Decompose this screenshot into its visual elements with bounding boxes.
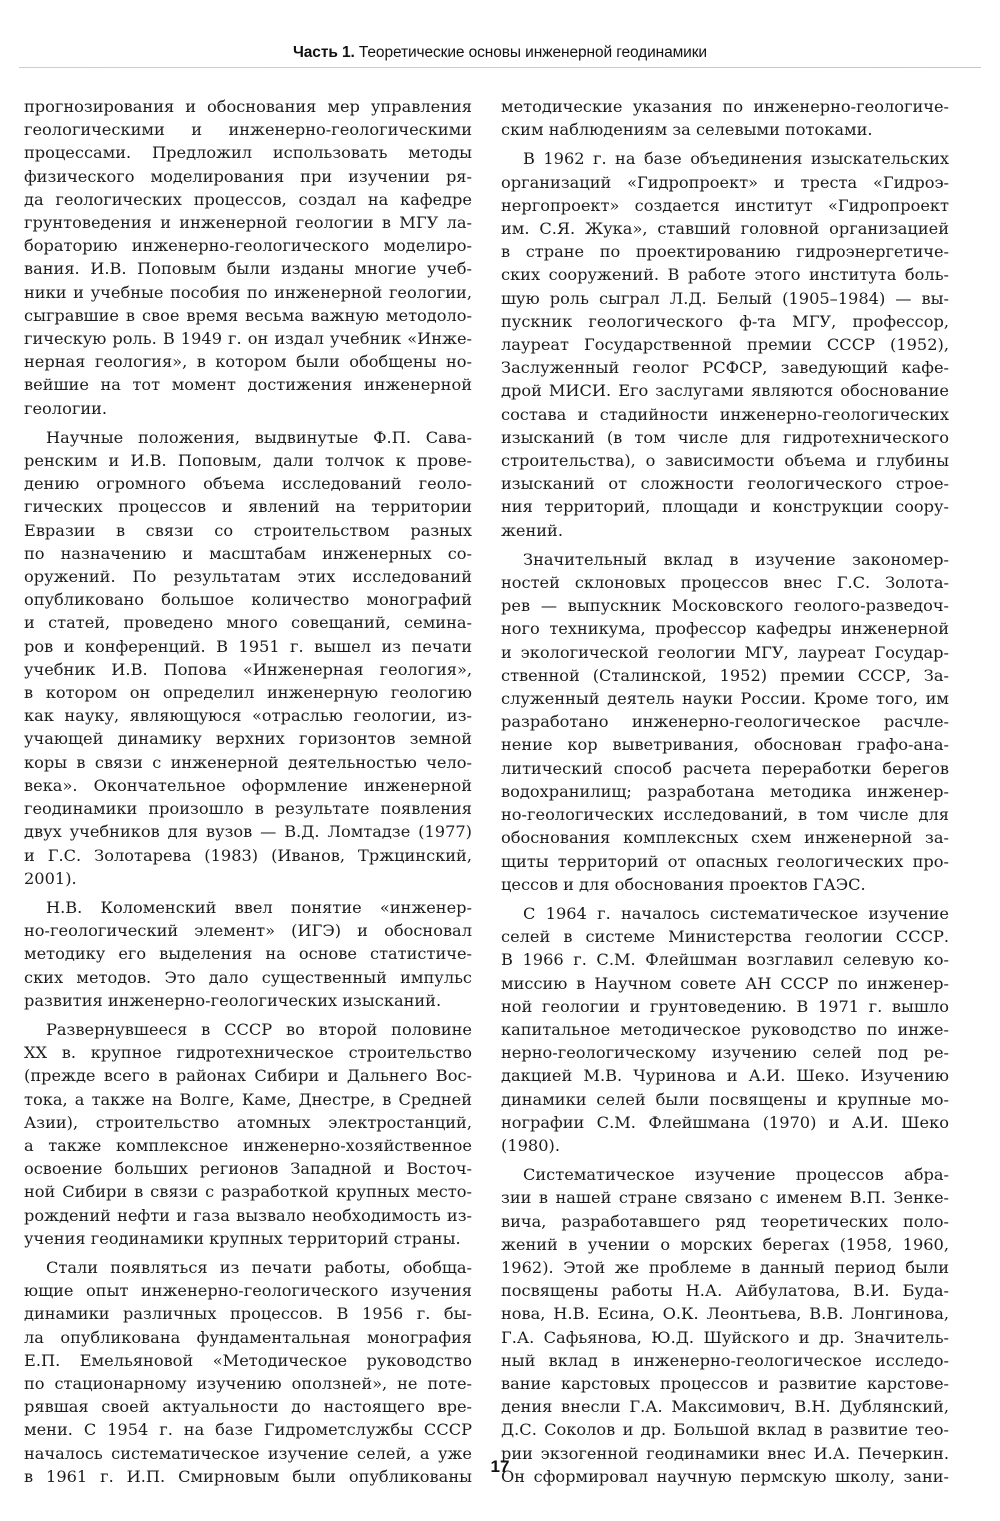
text-line: тока, а также на Волге, Каме, Днестре, в Средней xyxy=(24,1089,472,1109)
text-line: оружений. По результатам этих исследований xyxy=(24,567,472,587)
text-line: началось систематическое изучение селей, а уже xyxy=(24,1443,472,1463)
text-line: ла опубликована фундаментальная монография xyxy=(24,1327,472,1347)
text-line: ния территорий, площади и конструкции соору- xyxy=(501,497,949,517)
text-line: нергопроект» создается институт «Гидропроект xyxy=(501,195,949,215)
text-line: двух учебников для вузов — В.Д. Ломтадзе (1977) xyxy=(24,822,472,842)
text-line: жений. xyxy=(501,520,563,540)
text-line: ренским и И.В. Поповым, дали толчок к прове- xyxy=(24,451,472,471)
text-line: и Г.С. Золотарева (1983) (Иванов, Тржцинский, xyxy=(24,845,472,865)
text-line: как науку, являющуюся «отраслью геологии, из- xyxy=(24,706,472,726)
text-line: Он сформировал научную пермскую школу, зани- xyxy=(501,1466,949,1486)
text-line: Д.С. Соколов и др. Большой вклад в развитие тео- xyxy=(501,1420,949,1440)
text-line: прогнозирования и обоснования мер управления xyxy=(24,97,472,116)
text-line: им. С.Я. Жука», ставший головной организацией xyxy=(501,219,949,239)
text-line: Научные положения, выдвинутые Ф.П. Сава- xyxy=(46,427,472,447)
text-line: капитальное методическое руководство по инже- xyxy=(501,1019,949,1039)
text-line: ров и конференций. В 1951 г. вышел из печати xyxy=(24,636,472,656)
header-divider xyxy=(19,67,981,68)
paragraph xyxy=(24,1018,472,1250)
text-line: зии в нашей стране связано с именем В.П. Зенке- xyxy=(501,1188,949,1208)
text-line: нова, Н.В. Есина, О.К. Леонтьева, В.В. Лонгинова, xyxy=(501,1304,949,1324)
text-line: динамики различных процессов. В 1956 г. бы- xyxy=(24,1304,472,1324)
text-line: рев — выпускник Московского геолого-разведоч- xyxy=(501,596,949,616)
text-line: ники и учебные пособия по инженерной геологии, xyxy=(24,282,472,302)
text-line: литический способ расчета переработки берегов xyxy=(501,758,949,778)
text-line: дрой МИСИ. Его заслугами являются обоснование xyxy=(501,381,949,401)
text-line: гическую роль. В 1949 г. он издал учебник «Инже- xyxy=(24,329,472,349)
text-line: водохранилищ; разработана методика инженер- xyxy=(501,781,949,801)
text-line: В 1966 г. С.М. Флейшман возглавил селевую ко- xyxy=(501,950,949,970)
text-line: учебник И.В. Попова «Инженерная геология», xyxy=(24,659,472,679)
text-line: вание карстовых процессов и развитие карстове- xyxy=(501,1373,949,1393)
page-number: 17 xyxy=(490,1457,510,1476)
text-line: шую роль сыграл Л.Д. Белый (1905–1984) — вы- xyxy=(501,288,949,308)
text-line: (прежде всего в районах Сибири и Дальнего Вос- xyxy=(24,1066,472,1086)
text-line: и экологической геологии МГУ, лауреат Государ- xyxy=(501,642,949,662)
text-line: а также комплексное инженерно-хозяйственное xyxy=(24,1135,472,1155)
text-line: ских методов. Это дало существенный импульс xyxy=(24,967,472,987)
text-line: в котором он определил инженерную геологию xyxy=(24,683,472,703)
text-line: по стационарному изучению оползней», не поте- xyxy=(24,1373,472,1393)
text-line: сыгравшие в свое время весьма важную методоло- xyxy=(24,305,472,325)
text-line: служенный деятель науки России. Кроме того, им xyxy=(501,689,949,709)
text-line: освоение больших регионов Западной и Восточ- xyxy=(24,1159,472,1179)
text-line: дению огромного объема исследований геоло- xyxy=(24,474,472,494)
text-line: по назначению и масштабам инженерных со- xyxy=(24,543,472,563)
text-line: нографии С.М. Флейшмана (1970) и А.И. Шеко xyxy=(501,1112,949,1132)
paragraph xyxy=(501,147,949,541)
text-line: изысканий от сложности геологического строе- xyxy=(501,474,949,494)
text-line: ностей склоновых процессов внес Г.С. Золота- xyxy=(501,573,949,593)
text-line: вания. И.В. Поповым были изданы многие учеб- xyxy=(24,259,472,279)
text-line: но-геологический элемент» (ИГЭ) и обосновал xyxy=(24,921,472,941)
text-line: ной геологии и грунтоведению. В 1971 г. вышло xyxy=(501,996,949,1016)
text-line: Г.А. Сафьянова, Ю.Д. Шуйского и др. Значитель- xyxy=(501,1327,949,1347)
text-line: коры в связи с инженерной деятельностью чело- xyxy=(24,752,472,772)
left-column xyxy=(24,95,472,1494)
text-line: рявшая своей актуальности до настоящего вре- xyxy=(24,1397,472,1417)
text-line: геологическими и инженерно-геологическими xyxy=(24,120,472,140)
text-line: физического моделирования при изучении ря- xyxy=(24,166,472,186)
text-line: дения внесли Г.А. Максимович, В.Н. Дублянский, xyxy=(501,1397,949,1417)
text-line: XX в. крупное гидротехническое строительство xyxy=(24,1043,472,1063)
text-line: процессами. Предложил использовать методы xyxy=(24,143,472,163)
text-line: лауреат Государственной премии СССР (1952), xyxy=(501,335,949,355)
text-line: 2001). xyxy=(24,868,77,888)
paragraph xyxy=(24,896,472,1012)
paragraph xyxy=(24,1256,472,1488)
text-line: строительства), о зависимости объема и глубины xyxy=(501,451,949,471)
text-line: геологии. xyxy=(24,398,108,418)
text-line: Стали появляться из печати работы, обобща- xyxy=(46,1257,472,1277)
paragraph xyxy=(501,548,949,896)
text-line: но-геологических исследований, в том числе для xyxy=(501,805,949,825)
text-line: посвящены работы Н.А. Айбулатова, В.И. Буда- xyxy=(501,1281,949,1301)
text-line: Н.В. Коломенский ввел понятие «инженер- xyxy=(46,897,472,917)
part-label: Часть 1. xyxy=(293,44,355,61)
running-header xyxy=(0,44,1000,62)
text-line: вейшие на тот момент достижения инженерной xyxy=(24,375,472,395)
text-line: учающей динамику верхних горизонтов земной xyxy=(24,729,472,749)
text-line: В 1962 г. на базе объединения изыскательских xyxy=(523,149,949,169)
text-line: бораторию инженерно-геологического моделиро- xyxy=(24,236,472,256)
text-line: ственной (Сталинской, 1952) премии СССР, За- xyxy=(501,665,949,685)
text-line: селей в системе Министерства геологии СССР. xyxy=(501,927,949,947)
text-line: изысканий (в том числе для гидротехнического xyxy=(501,427,949,447)
text-line: Евразии в связи со строительством разных xyxy=(24,520,472,540)
text-line: нение кор выветривания, обоснован графо-ана- xyxy=(501,735,949,755)
text-line: вича, разработавшего ряд теоретических поло- xyxy=(501,1211,949,1231)
text-line: С 1964 г. началось систематическое изучение xyxy=(523,903,949,923)
text-line: опубликовано большое количество монографий xyxy=(24,590,472,610)
paragraph xyxy=(24,95,472,420)
text-line: организаций «Гидропроект» и треста «Гидроэ- xyxy=(501,172,949,192)
text-line: ного техникума, профессор кафедры инженерной xyxy=(501,619,949,639)
text-line: ющие опыт инженерно-геологического изучения xyxy=(24,1281,472,1301)
text-line: и статей, проведено много совещаний, семина- xyxy=(24,613,472,633)
text-line: жений в учении о морских берегах (1958, 1960, xyxy=(501,1234,949,1254)
text-line: разработано инженерно-геологическое расчле- xyxy=(501,712,949,732)
text-line: цессов и для обоснования проектов ГАЭС. xyxy=(501,874,866,894)
text-line: дакцией М.В. Чуринова и А.И. Шеко. Изучению xyxy=(501,1066,949,1086)
text-line: мени. С 1954 г. на базе Гидрометслужбы СССР xyxy=(24,1420,472,1440)
text-line: ной Сибири в связи с разработкой крупных место- xyxy=(24,1182,472,1202)
text-line: ских сооружений. В работе этого института боль- xyxy=(501,265,949,285)
text-line: динамики селей были посвящены и крупные мо- xyxy=(501,1089,949,1109)
text-line: ный вклад в инженерно-геологическое исследо- xyxy=(501,1350,949,1370)
text-line: Азии), строительство атомных электростанций, xyxy=(24,1112,472,1132)
text-line: рии экзогенной геодинамики внес И.А. Печеркин. xyxy=(501,1443,949,1463)
text-line: обоснования комплексных схем инженерной за- xyxy=(501,828,949,848)
text-line: 1962). Этой же проблеме в данный период были xyxy=(501,1257,949,1277)
text-line: методику его выделения на основе статистиче- xyxy=(24,944,472,964)
text-line: состава и стадийности инженерно-геологических xyxy=(501,404,949,424)
text-line: Значительный вклад в изучение закономер- xyxy=(523,549,949,569)
text-line: нерно-геологическому изучению селей под ре- xyxy=(501,1043,949,1063)
right-column xyxy=(501,95,949,1494)
text-line: пускник геологического ф-та МГУ, профессор, xyxy=(501,311,949,331)
text-line: Е.П. Емельяновой «Методическое руководство xyxy=(24,1350,472,1370)
text-line: в стране по проектированию гидроэнергетиче- xyxy=(501,242,949,262)
text-line: в 1961 г. И.П. Смирновым были опубликованы xyxy=(24,1466,472,1486)
paragraph xyxy=(501,902,949,1157)
paragraph xyxy=(501,1163,949,1488)
text-line: (1980). xyxy=(501,1135,560,1155)
text-line: рождений нефти и газа вызвало необходимость из- xyxy=(24,1205,472,1225)
text-line: ским наблюдениям за селевыми потоками. xyxy=(501,120,873,140)
text-line: нерная геология», в котором были обобщены но- xyxy=(24,352,472,372)
paragraph xyxy=(501,95,949,141)
text-line: учения геодинамики крупных территорий страны. xyxy=(24,1228,461,1248)
text-line: да геологических процессов, создал на кафедре xyxy=(24,189,472,209)
text-line: щиты территорий от опасных геологических про- xyxy=(501,851,949,871)
text-line: Развернувшееся в СССР во второй половине xyxy=(46,1019,472,1039)
paragraph xyxy=(24,426,472,890)
text-line: Заслуженный геолог РСФСР, заведующий кафе- xyxy=(501,358,949,378)
text-line: Систематическое изучение процессов абра- xyxy=(523,1165,949,1185)
text-line: миссию в Научном совете АН СССР по инженер- xyxy=(501,973,949,993)
text-line: геодинамики произошло в результате появления xyxy=(24,799,472,819)
text-line: грунтоведения и инженерной геологии в МГУ ла- xyxy=(24,213,472,233)
text-line: методические указания по инженерно-геологиче- xyxy=(501,97,949,116)
chapter-title: Теоретические основы инженерной геодинамики xyxy=(358,44,707,61)
text-line: развития инженерно-геологических изысканий. xyxy=(24,990,442,1010)
text-line: гических процессов и явлений на территории xyxy=(24,497,472,517)
text-line: века». Окончательное оформление инженерной xyxy=(24,775,472,795)
